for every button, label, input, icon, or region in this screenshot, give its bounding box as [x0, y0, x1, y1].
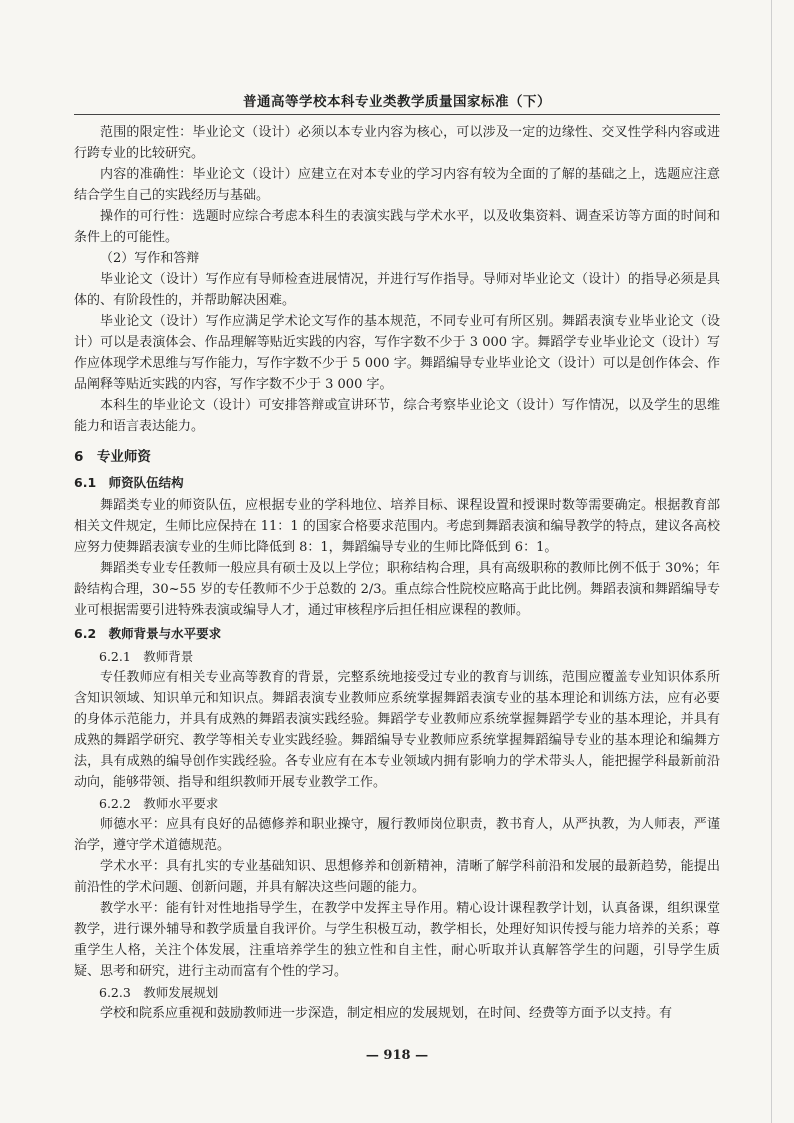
paragraph: 专任教师应有相关专业高等教育的背景，完整系统地接受过专业的教育与训练，范围应覆盖专业知识体系所含知识领域、知识单元和知识点。舞蹈表演专业教师应系统掌握舞蹈表演专业的基本理论和训练方法，应有必要的身体示范能力，并具有成熟的舞蹈表演实践经验。舞蹈学专业教师应系统掌握舞蹈学专业的基本理论，并具有成熟的舞蹈学研究、教学等相关专业实践经验。舞蹈编导专业教师应系统掌握舞蹈编导专业的基本理论和编舞方法，具有成熟的编导创作实践经验。各专业应有在本专业领域内拥有影响力的学术带头人，能把握学科最新前沿动向，能够带领、指导和组织教师开展专业教学工作。	[74, 670, 720, 790]
paragraph: 学校和院系应重视和鼓励教师进一步深造，制定相应的发展规划，在时间、经费等方面予以支持。有	[100, 1006, 673, 1021]
section-6-2-1-heading: 6.2.1 教师背景	[99, 649, 194, 664]
paragraph: 毕业论文（设计）写作应满足学术论文写作的基本规范，不同专业可有所区别。舞蹈表演专业毕业论文（设计）可以是表演体会、作品理解等贴近实践的内容，写作字数不少于 3 000 字。舞蹈学专业毕业论文（设计）写作应体现学术思维与写作能力，写作字数不少于 5 000 字。舞蹈编导专业毕业论文（设计）可以是创作体会、作品阐释等贴近实践的内容，写作字数不少于 3 000 字。	[74, 314, 720, 392]
paragraph: 学术水平：具有扎实的专业基础知识、思想修养和创新精神，清晰了解学科前沿和发展的最新趋势，能提出前沿性的学术问题、创新问题，并具有解决这些问题的能力。	[74, 859, 720, 895]
paragraph: 本科生的毕业论文（设计）可安排答辩或宣讲环节，综合考察毕业论文（设计）写作情况，以及学生的思维能力和语言表达能力。	[74, 398, 720, 434]
section-6-heading: 6 专业师资	[74, 449, 151, 465]
paragraph: 师德水平：应具有良好的品德修养和职业操守，履行教师岗位职责，教书育人，从严执教，为人师表，严谨治学，遵守学术道德规范。	[74, 817, 720, 853]
header-rule	[74, 114, 720, 115]
page-number: — 918 —	[365, 1048, 429, 1063]
section-6-2-2-heading: 6.2.2 教师水平要求	[99, 796, 219, 811]
running-header: 普通高等学校本科专业类教学质量国家标准（下）	[243, 94, 551, 110]
paragraph: 舞蹈类专业专任教师一般应具有硕士及以上学位；职称结构合理，具有高级职称的教师比例不低于 30%；年龄结构合理，30~55 岁的专任教师不少于总数的 2/3。重点综合性院校应略高于此比例。舞蹈表演和舞蹈编导专业可根据需要引进特殊表演或编导人才，通过审核程序后担任相应课程的教师。	[74, 561, 720, 618]
paragraph: 内容的准确性：毕业论文（设计）应建立在对本专业的学习内容有较为全面的了解的基础之上，选题应注意结合学生自己的实践经历与基础。	[74, 167, 720, 203]
subheading-writing-defense: （2）写作和答辩	[100, 251, 200, 266]
section-6-2-heading: 6.2 教师背景与水平要求	[74, 626, 222, 641]
paragraph: 毕业论文（设计）写作应有导师检查进展情况，并进行写作指导。导师对毕业论文（设计）的指导必须是具体的、有阶段性的，并帮助解决困难。	[74, 272, 720, 308]
section-6-2-3-heading: 6.2.3 教师发展规划	[99, 985, 219, 1000]
scan-edge-line	[771, 0, 772, 1123]
paragraph: 操作的可行性：选题时应综合考虑本科生的表演实践与学术水平，以及收集资料、调查采访等方面的时间和条件上的可能性。	[74, 209, 720, 245]
paragraph: 舞蹈类专业的师资队伍，应根据专业的学科地位、培养目标、课程设置和授课时数等需要确定。根据教育部相关文件规定，生师比应保持在 11：1 的国家合格要求范围内。考虑到舞蹈表演和编导教学的特点，建议各高校应努力使舞蹈表演专业的生师比降低到 8：1，舞蹈编导专业的生师比降低到 6：1。	[74, 498, 720, 555]
paragraph: 范围的限定性：毕业论文（设计）必须以本专业内容为核心，可以涉及一定的边缘性、交叉性学科内容或进行跨专业的比较研究。	[74, 125, 720, 161]
paragraph: 教学水平：能有针对性地指导学生，在教学中发挥主导作用。精心设计课程教学计划，认真备课，组织课堂教学，进行课外辅导和教学质量自我评价。与学生积极互动，教学相长，处理好知识传授与能力培养的关系；尊重学生人格，关注个体发展，注重培养学生的独立性和自主性，耐心听取并认真解答学生的问题，引导学生质疑、思考和研究，进行主动而富有个性的学习。	[74, 901, 720, 979]
section-6-1-heading: 6.1 师资队伍结构	[74, 475, 184, 490]
page-body	[74, 122, 720, 1024]
